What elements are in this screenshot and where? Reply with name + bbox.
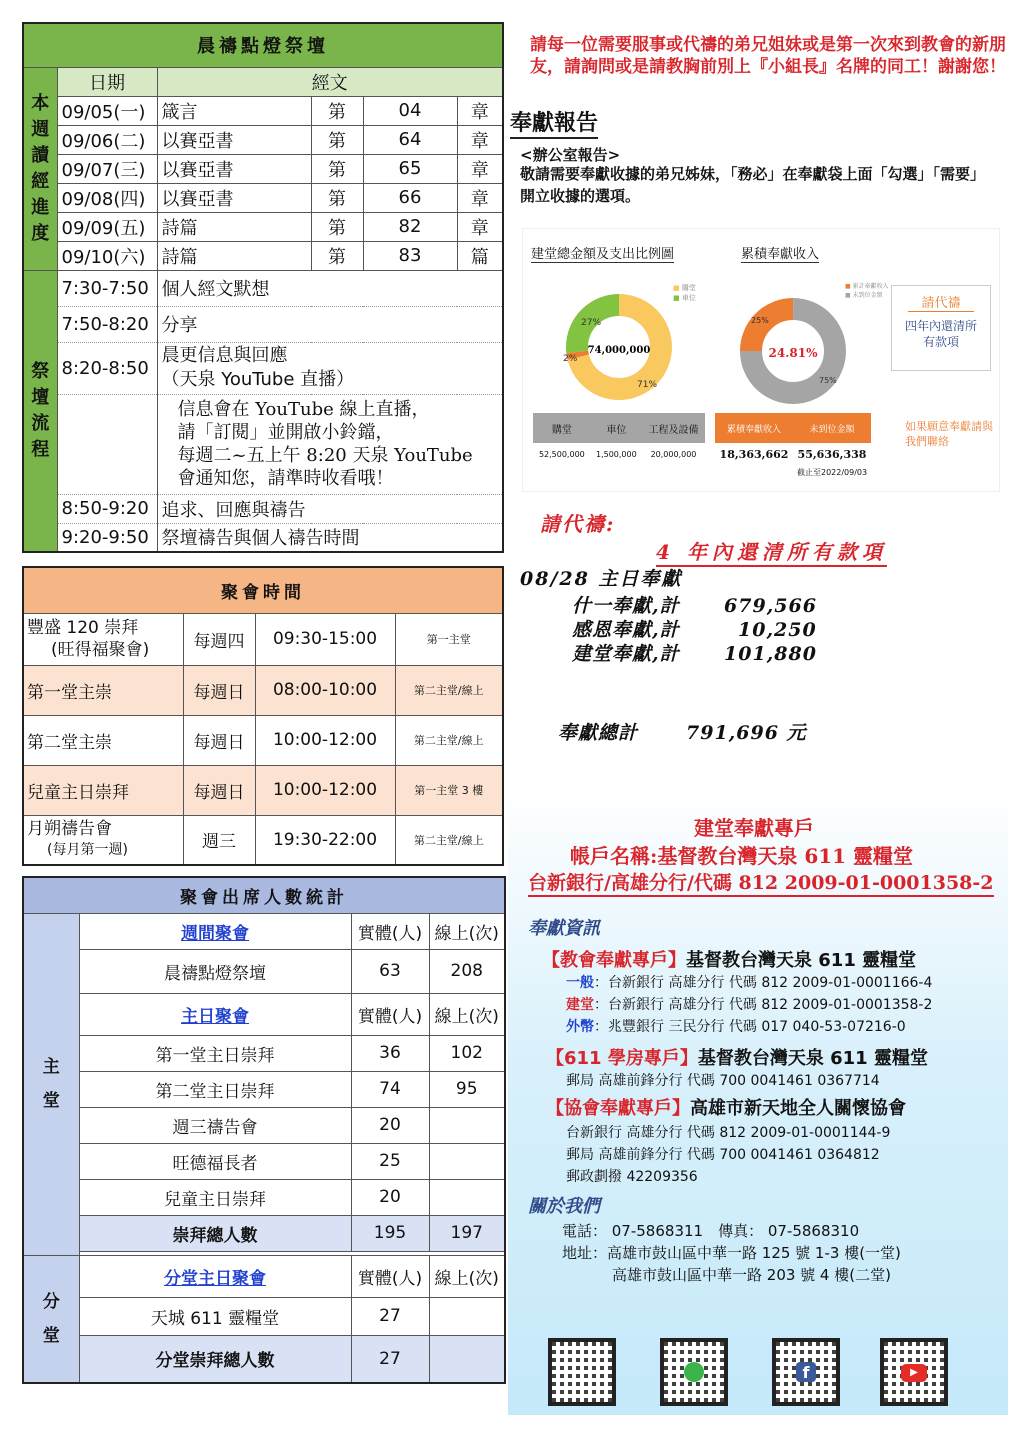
church-account-header: 【教會奉獻專戶】基督教台灣天泉 611 靈糧堂 [542,950,917,971]
meeting-title: 聚會時間 [23,567,503,613]
bank-title: 建堂奉獻專戶 [694,816,814,840]
line-qr-icon[interactable] [660,1338,728,1406]
donut2-center: 24.81% [768,346,818,360]
church-account-lines: 一般：台新銀行 高雄分行 代碼 812 2009-01-0001166-4 建堂：台新銀行 高雄分行 代碼 812 2009-01-0001358-2 外幣：兆豐銀行 三民分行 代碼 017 040-53-07216-0 [566,975,933,1035]
branch-header: 分堂主日聚會 [79,1255,351,1297]
chart2-title: 累積奉獻收入 [741,243,819,263]
chart-table-2: 累積奉獻收入 未到位金額 18,363,662 55,636,338 [715,413,871,465]
offering-items: 什一奉獻,計 679,566 感恩奉獻,計 10,250 建堂奉獻,計 101,880 [572,595,817,665]
chart-contact: 如果願意奉獻請與我們聯絡 [905,420,993,448]
flow-side-label: 祭 壇 流 程 [23,270,57,552]
devotion-table: 晨禱點燈祭壇 本 週 讀 經 進 度 日期 經文 09/05(一) 箴言 第 04 章 09/06(二) 以賽亞書 第 64 章 09/07(三) 以賽亞書 第 65 章 09/08(四) 以賽亞書 第 66 章 09/09(五) 詩篇 第 82 章 09/10(六) 詩篇 第 83 篇 祭 壇 流 程 7:30-7:50 個人經文默想 7:50-8:20 分享 8:20-8:50 晨更信息與回應 （天泉 YouTube 直播） 信息會在 YouTube 線上直播， 請「訂閱」並開啟小鈴鐺， 每週二~五上午 8:20 天泉 YouTube 會通知您，請準時收看哦！ 8:50-9:20 追求、回應與禱告 9:20-9:50 祭壇禱告與個人禱告時間 [22,22,504,553]
building-fund-chart [522,228,1000,492]
reading-row: 09/07(三) 以賽亞書 第 65 章 [23,154,503,183]
assoc-account-header: 【協會奉獻專戶】高雄市新天地全人關懷協會 [546,1098,906,1119]
attendance-table: 聚會出席人數統計 主 堂 週間聚會 實體(人) 線上(次) 晨禱點燈祭壇 63 208 主日聚會 實體(人) 線上(次) 第一堂主日崇拜 36 102 第二堂主日崇拜 74 95 週三禱告會 20 旺德福長者 25 兒童主日崇拜 20 崇拜總人數 195 197 分 堂 分堂主日聚會 實體(人) 線上(次) 天城 611 靈糧堂 27 分堂崇拜總人數 27 [22,876,506,1384]
offering-total: 奉獻總計 791,696 元 [558,722,807,744]
donut-chart-2 [733,291,853,411]
reading-row: 09/05(一) 箴言 第 04 章 [23,96,503,125]
branch-side-label: 分 堂 [23,1255,79,1383]
meeting-row: 兒童主日崇拜 每週日 10:00-12:00 第一主堂 3 樓 [23,765,503,815]
attendance-title: 聚會出席人數統計 [23,877,505,913]
reading-row: 09/08(四) 以賽亞書 第 66 章 [23,183,503,212]
youtube-qr-icon[interactable]: ▶ [880,1338,948,1406]
facebook-qr-icon[interactable]: f [772,1338,840,1406]
about-title: 關於我們 [528,1196,600,1217]
reading-row: 09/10(六) 詩篇 第 83 篇 [23,241,503,270]
attendance-row: 旺德福長者 25 [23,1143,505,1179]
sunday-header: 主日聚會 [79,993,351,1035]
office-report-text: 敬請需要奉獻收據的弟兄姊妹，「務必」在奉獻袋上面「勾選」「需要」開立收據的選項。 [520,165,986,205]
attendance-row: 兒童主日崇拜 20 [23,1179,505,1215]
attendance-row: 天城 611 靈糧堂 27 [23,1297,505,1335]
attendance-row: 週三禱告會 20 [23,1107,505,1143]
donut2-label-25: 25% [751,316,769,325]
meeting-times-table [22,566,504,866]
assoc-account-lines: 台新銀行 高雄分行 代碼 812 2009-01-0001144-9 郵局 高雄前鋒分行 代碼 700 0041461 0364812 郵政劃撥 42209356 [566,1125,891,1185]
chart-date: 截止至2022/09/03 [797,468,868,477]
meeting-row: 第二堂主崇 每週日 10:00-12:00 第二主堂/線上 [23,715,503,765]
donut-chart-1 [559,287,679,407]
donut2-legend: ■ 累計奉獻收入 ■ 未到位金額 [845,283,889,299]
pray-goal: 4 年內還清所有款項 [656,536,887,567]
attendance-row: 第一堂主日崇拜 36 102 [23,1035,505,1071]
welcome-notice: 請每一位需要服事或代禱的弟兄姐妹或是第一次來到教會的新朋友，請詢問或是請教胸前別上『小組長』名牌的同工！謝謝您！ [530,35,1006,77]
pray-box: 請代禱 四年內還清所有款項 [891,285,991,371]
pray-label: 請代禱: [540,512,616,536]
bank-account-name: 帳戶名稱:基督教台灣天泉 611 靈糧堂 [570,844,914,868]
youtube-notes: 信息會在 YouTube 線上直播， 請「訂閱」並開啟小鈴鐺， 每週二~五上午 8:20 天泉 YouTube 會通知您，請準時收看哦！ [157,394,503,494]
donut1-label-27: 27% [581,318,602,328]
offering-title: 奉獻報告 [510,106,598,139]
col-text: 經文 [157,67,503,96]
weekday-header: 週間聚會 [79,913,351,949]
branch-total-row: 分堂崇拜總人數 27 [23,1335,505,1383]
reading-row: 09/06(二) 以賽亞書 第 64 章 [23,125,503,154]
attendance-row: 第二堂主日崇拜 74 95 [23,1071,505,1107]
study-account-line: 郵局 高雄前鋒分行 代碼 700 0041461 0367714 [566,1073,880,1089]
devotion-title: 晨禱點燈祭壇 [23,23,503,67]
chart1-title: 建堂總金額及支出比例圖 [531,243,674,263]
meeting-row: 月朔禱告會 (每月第一週) 週三 19:30-22:00 第二主堂/線上 [23,815,503,865]
donut1-legend: ■ 購堂 ■ 車位 [673,284,696,302]
study-account-header: 【611 學房專戶】基督教台灣天泉 611 靈糧堂 [546,1048,928,1069]
attendance-total-row: 崇拜總人數 195 197 [23,1215,505,1251]
about-info: 電話： 07-5868311 傳真： 07-5868310 地址：高雄市鼓山區中華一路 125 號 1-3 樓(一堂) 高雄市鼓山區中華一路 203 號 4 樓(二堂) [562,1222,901,1284]
meeting-row: 豐盛 120 崇拜 (旺得福聚會) 每週四 09:30-15:00 第一主堂 [23,613,503,665]
donut1-label-71: 71% [637,380,658,390]
main-side-label: 主 堂 [23,913,79,1255]
donut1-label-2: 2% [563,354,578,364]
bank-account-number: 台新銀行/高雄分行/代碼 812 2009-01-0001358-2 [528,868,994,897]
donut2-label-75: 75% [819,376,837,385]
chart-table-1: 購堂 車位 工程及設備 52,500,000 1,500,000 20,000,000 [533,413,705,465]
sunday-offering-title: 08/28 主日奉獻 [520,568,683,590]
reading-side-label: 本 週 讀 經 進 度 [23,67,57,270]
reading-row: 09/09(五) 詩篇 第 82 章 [23,212,503,241]
church-qr-icon[interactable] [548,1338,616,1406]
meeting-row: 第一堂主崇 每週日 08:00-10:00 第二主堂/線上 [23,665,503,715]
col-date: 日期 [57,67,157,96]
donut1-center: 74,000,000 [587,345,651,356]
office-report-label: <辦公室報告> [520,146,621,164]
giving-info-title: 奉獻資訊 [528,918,600,939]
attendance-row: 晨禱點燈祭壇 63 208 [23,949,505,993]
